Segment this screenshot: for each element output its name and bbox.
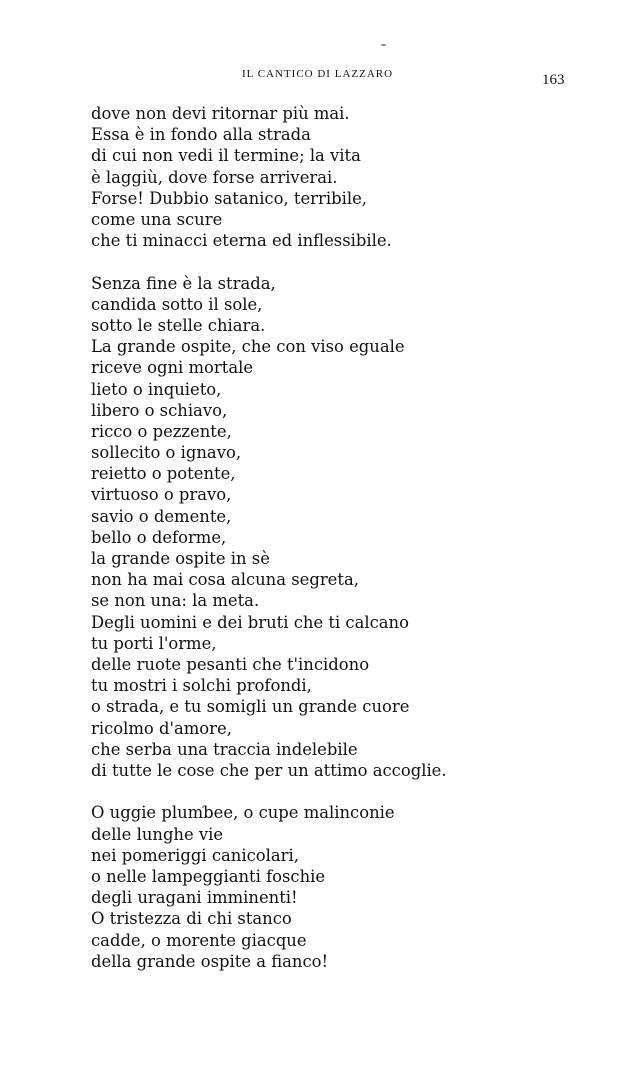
verse-line: Senza fine è la strada, <box>91 273 276 293</box>
verse-line: non ha mai cosa alcuna segreta, <box>91 570 359 590</box>
verse-line: Degli uomini e dei bruti che ti calcano <box>91 612 409 632</box>
page-number: 163 <box>542 72 565 88</box>
verse-line: reietto o potente, <box>91 464 236 484</box>
verse-line: come una scure <box>91 209 223 229</box>
verse-line: nei pomeriggi canicolari, <box>91 845 299 865</box>
verse-line: savio o demente, <box>91 506 232 526</box>
page-header <box>0 68 640 88</box>
verse-line: delle ruote pesanti che t'incidono <box>91 654 370 674</box>
verse-line: cadde, o morente giacque <box>91 930 307 950</box>
verse-line: riceve ogni mortale <box>91 358 254 378</box>
verse-line: candida sotto il sole, <box>91 294 263 314</box>
stanza-break <box>91 251 611 272</box>
verse-line: di tutte le cose che per un attimo accoglie. <box>91 760 447 780</box>
verse-line: ricco o pezzente, <box>91 421 232 441</box>
stanza-1 <box>91 103 611 251</box>
verse-line: Forse! Dubbio satanico, terribile, <box>91 188 367 208</box>
verse-line: è laggiù, dove forse arriverai. <box>91 167 338 187</box>
verse-line: che serba una traccia indelebile <box>91 739 358 759</box>
verse-line: che ti minacci eterna ed inflessibile. <box>91 231 392 251</box>
verse-line: degli uragani imminenti! <box>91 888 298 908</box>
verse-line: se non una: la meta. <box>91 591 260 611</box>
ink-speck <box>381 44 386 46</box>
verse-line: sollecito o ignavo, <box>91 443 242 463</box>
verse-line: tu porti l'orme, <box>91 633 217 653</box>
poem-text <box>91 103 611 972</box>
verse-line: dove non devi ritornar più mai. <box>91 104 350 123</box>
verse-line: O tristezza di chi stanco <box>91 909 292 929</box>
verse-line: ricolmo d'amore, <box>91 718 232 738</box>
verse-line: lieto o inquieto, <box>91 379 222 399</box>
verse-line: O uggie plumbee, o cupe malinconie <box>91 803 395 823</box>
verse-line: Essa è in fondo alla strada <box>91 125 311 145</box>
stanza-2 <box>91 273 611 782</box>
running-title: IL CANTICO DI LAZZARO <box>242 68 394 80</box>
verse-line: bello o deforme, <box>91 527 227 547</box>
verse-line: sotto le stelle chiara. <box>91 315 266 335</box>
stanza-3 <box>91 802 611 972</box>
stanza-break <box>91 781 611 802</box>
verse-line: la grande ospite in sè <box>91 549 270 569</box>
verse-line: o strada, e tu somigli un grande cuore <box>91 697 410 717</box>
verse-line: di cui non vedi il termine; la vita <box>91 146 361 166</box>
verse-line: La grande ospite, che con viso eguale <box>91 337 405 357</box>
verse-line: virtuoso o pravo, <box>91 485 232 505</box>
verse-line: tu mostri i solchi profondi, <box>91 676 312 696</box>
verse-line: della grande ospite a fianco! <box>91 951 329 971</box>
verse-line: delle lunghe vie <box>91 824 224 844</box>
verse-line: o nelle lampeggianti foschie <box>91 866 326 886</box>
verse-line: libero o schiavo, <box>91 400 228 420</box>
